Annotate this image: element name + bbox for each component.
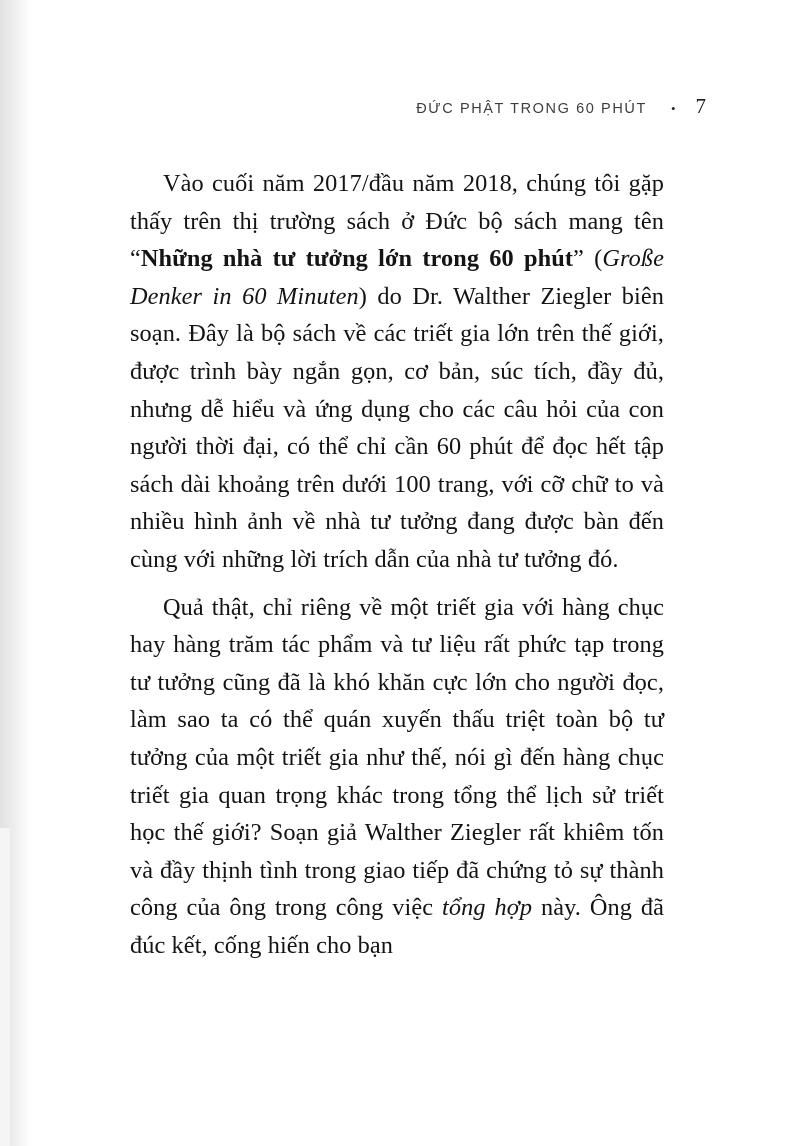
paragraph-2: [130, 589, 664, 965]
running-header: [130, 94, 706, 119]
body-text: [130, 165, 664, 974]
paragraph-1: [130, 165, 664, 579]
page-number: 7: [695, 94, 706, 118]
text-run: Vào cuối năm 2017/đầu năm 2018, chúng tôi gặp thấy trên thị trường sách ở Đức bộ sách mang tên “: [130, 170, 664, 273]
text-run: Quả thật, chỉ riêng về một triết gia với hàng chục hay hàng trăm tác phẩm và tư liệu rất phức tạp trong tư tưởng cũng đã là khó khăn cực lớn cho người đọc, làm sao ta có thể quán xuyến thấu triệt toàn bộ tư tưởng của một triết gia như thế, nói gì đến hàng chục triết gia quan trọng khác trong tổng thể lịch sử triết học thế giới? Soạn giả Walther Ziegler rất khiêm tốn và đầy thịnh tình trong giao tiếp đã chứng tỏ sự thành công của ông trong công việc: [130, 593, 664, 922]
text-run: ) do Dr. Walther Ziegler biên soạn. Đây là bộ sách về các triết gia lớn trên thế giới, được trình bày ngắn gọn, cơ bản, súc tích, đầy đủ, nhưng dễ hiểu và ứng dụng cho các câu hỏi của con người thời đại, có thể chỉ cần 60 phút để đọc hết tập sách dài khoảng trên dưới 100 trang, với cỡ chữ to và nhiều hình ảnh về nhà tư tưởng đang được bàn đến cùng với những lời trích dẫn của nhà tư tưởng đó.: [130, 282, 664, 573]
text-run-bold: Những nhà tư tưởng lớn trong 60 phút: [140, 245, 574, 273]
text-run: ” (: [573, 245, 603, 273]
text-run-italic: tổng hợp: [442, 894, 533, 922]
running-head-title: ĐỨC PHẬT TRONG 60 PHÚT: [416, 101, 647, 117]
text-run-italic: Große Denker in 60 Minuten: [130, 245, 664, 310]
page-left-margin-highlight: [0, 828, 10, 1146]
header-bullet-icon: •: [670, 101, 676, 116]
text-run: này. Ông đã đúc kết, cống hiến cho bạn: [130, 894, 664, 959]
